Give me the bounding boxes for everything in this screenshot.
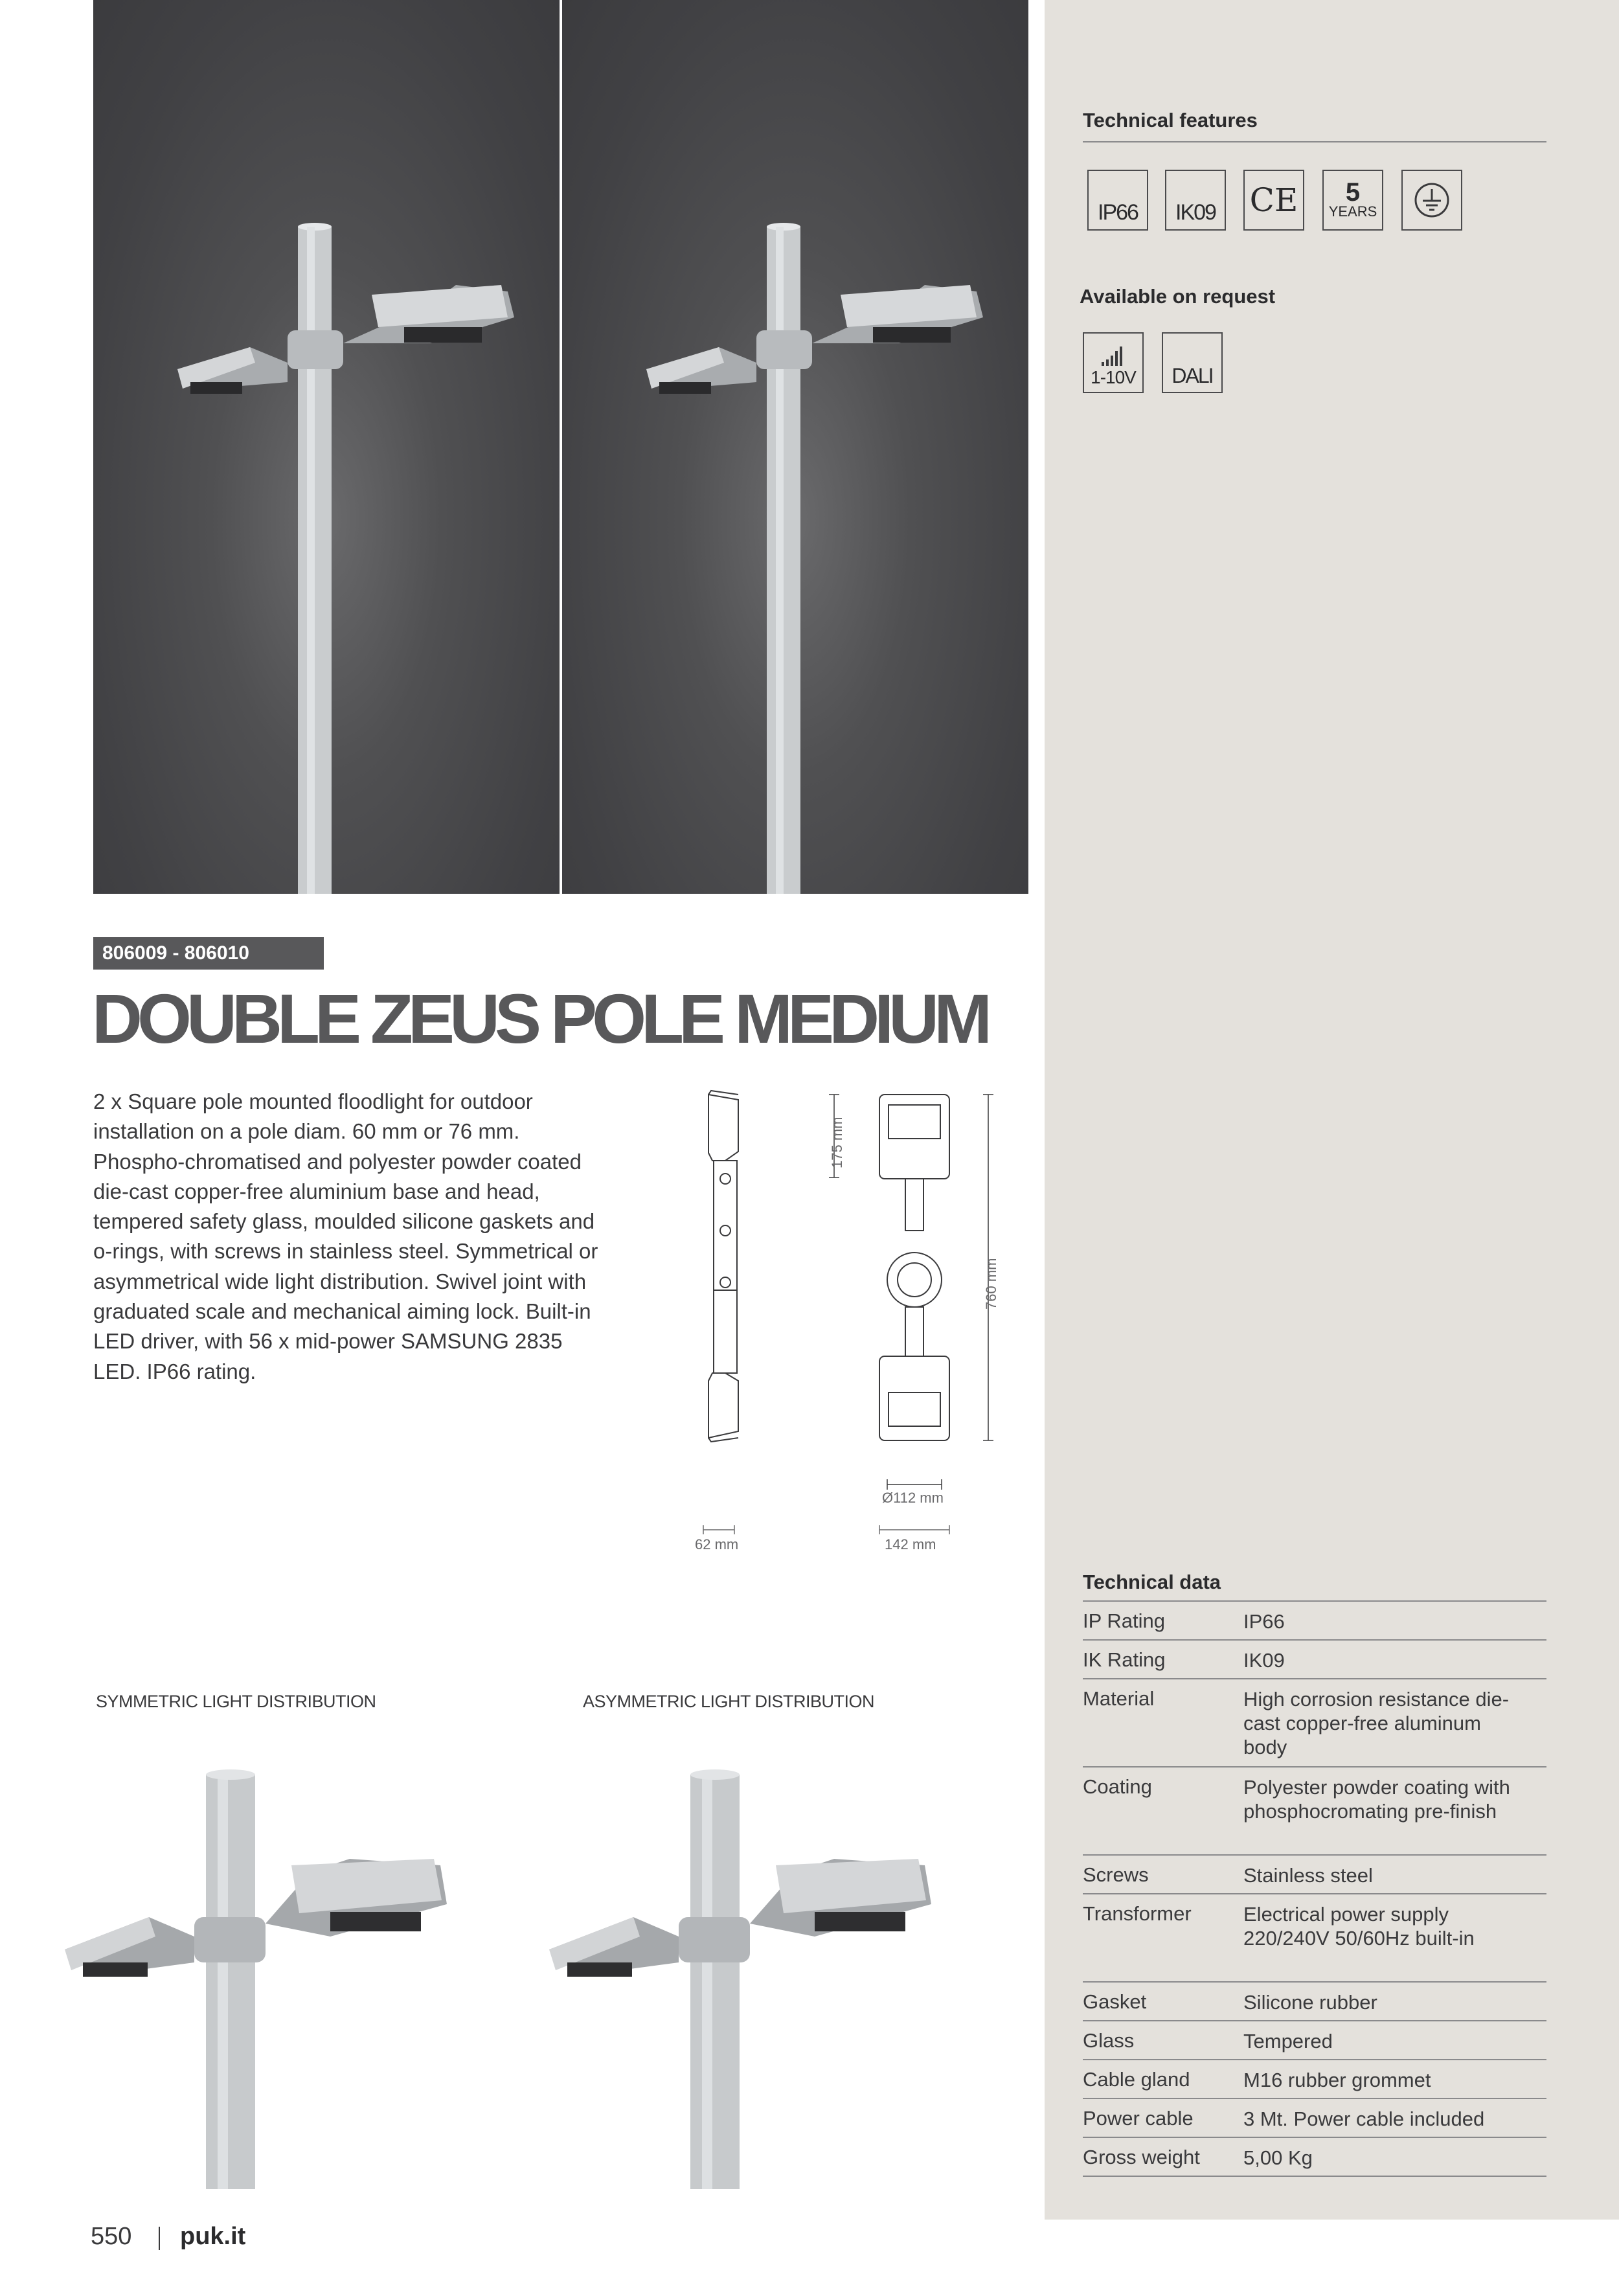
table-row	[1083, 1983, 1546, 2021]
table-row	[1083, 1641, 1546, 1679]
asymmetric-product-image	[543, 1762, 970, 2189]
table-value: High corrosion resistance die-cast copper-free aluminum body	[1243, 1688, 1510, 1758]
technical-drawing	[674, 1088, 1036, 1503]
table-row	[1083, 1679, 1546, 1767]
table-key: Material	[1083, 1687, 1155, 1710]
table-row	[1083, 1856, 1546, 1894]
table-row	[1083, 1767, 1546, 1856]
dimension-pole-diameter: Ø112 mm	[882, 1490, 944, 1506]
table-row	[1083, 2138, 1546, 2177]
table-value: IK09	[1243, 1649, 1285, 1672]
table-value: Silicone rubber	[1243, 1991, 1377, 2014]
table-key: Gasket	[1083, 1990, 1147, 2013]
table-key: Coating	[1083, 1775, 1152, 1798]
signal-bars-icon	[1100, 345, 1126, 367]
ce-mark-icon: CE	[1243, 170, 1304, 231]
symmetric-product-image	[58, 1762, 486, 2189]
product-description: 2 x Square pole mounted floodlight for outdoor installation on a pole diam. 60 mm or 76 mm. Phospho-chromatised and polyester powder coated die-cast copper-free aluminium base and head, tempered safety glass, moulded silicone gaskets and o-rings, with screws in stainless steel. Symmetrical or asymmetrical wide light distribution. Swivel joint with graduated scale and mechanical aiming lock. Built-in LED driver, with 56 x mid-power SAMSUNG 2835 LED. IP66 rating.	[93, 1089, 598, 1383]
table-value: M16 rubber grommet	[1243, 2069, 1431, 2091]
product-title: DOUBLE ZEUS POLE MEDIUM	[92, 979, 988, 1058]
available-on-request-heading: Available on request	[1080, 285, 1276, 308]
table-row	[1083, 1602, 1546, 1641]
table-value: Tempered	[1243, 2030, 1333, 2052]
product-photo-right	[562, 0, 1028, 894]
dali-icon: DALI	[1162, 332, 1223, 393]
dimension-depth: 62 mm	[695, 1536, 739, 1552]
table-row	[1083, 2099, 1546, 2138]
product-photo-left	[93, 0, 560, 894]
technical-data-heading: Technical data	[1083, 1571, 1221, 1593]
warranty-5-years-icon: 5 YEARS	[1322, 170, 1383, 231]
table-value: Electrical power supply 220/240V 50/60Hz built-in	[1243, 1903, 1475, 1949]
table-key: Screws	[1083, 1863, 1149, 1886]
table-key: Gross weight	[1083, 2146, 1200, 2168]
dimension-head-height: 175 mm	[829, 1117, 845, 1168]
footer-separator	[159, 2227, 160, 2250]
page-number: 550	[91, 2223, 132, 2250]
asymmetric-distribution-label: ASYMMETRIC LIGHT DISTRIBUTION	[583, 1692, 875, 1711]
table-row	[1083, 2060, 1546, 2099]
table-key: Glass	[1083, 2029, 1135, 2052]
earth-ground-icon	[1401, 170, 1462, 231]
table-value: IP66	[1243, 1610, 1285, 1633]
technical-features-heading: Technical features	[1083, 109, 1258, 131]
product-code: 806009 - 806010	[93, 937, 324, 970]
depth-dimension-line	[702, 1523, 736, 1536]
technical-features-rule	[1083, 141, 1546, 142]
dimension-total-height: 760 mm	[983, 1258, 999, 1310]
table-key: IP Rating	[1083, 1609, 1165, 1632]
footer-site-link[interactable]: puk.it	[180, 2223, 246, 2250]
ik09-icon: IK09	[1165, 170, 1226, 231]
table-key: Transformer	[1083, 1902, 1192, 1925]
table-row	[1083, 1894, 1546, 1983]
dimming-1-10v-icon: 1-10V	[1083, 332, 1144, 393]
symmetric-distribution-label: SYMMETRIC LIGHT DISTRIBUTION	[96, 1692, 376, 1711]
table-key: Power cable	[1083, 2107, 1194, 2130]
table-value: Stainless steel	[1243, 1864, 1373, 1887]
table-key: IK Rating	[1083, 1648, 1166, 1671]
table-value: Polyester powder coating with phosphocromating pre-finish	[1243, 1776, 1510, 1823]
table-value: 5,00 Kg	[1243, 2146, 1313, 2169]
table-key: Cable gland	[1083, 2068, 1190, 2091]
table-value: 3 Mt. Power cable included	[1243, 2108, 1485, 2130]
width-dimension-line	[878, 1523, 951, 1536]
ip66-icon: IP66	[1087, 170, 1148, 231]
dimension-width: 142 mm	[885, 1536, 936, 1552]
table-row	[1083, 2021, 1546, 2060]
